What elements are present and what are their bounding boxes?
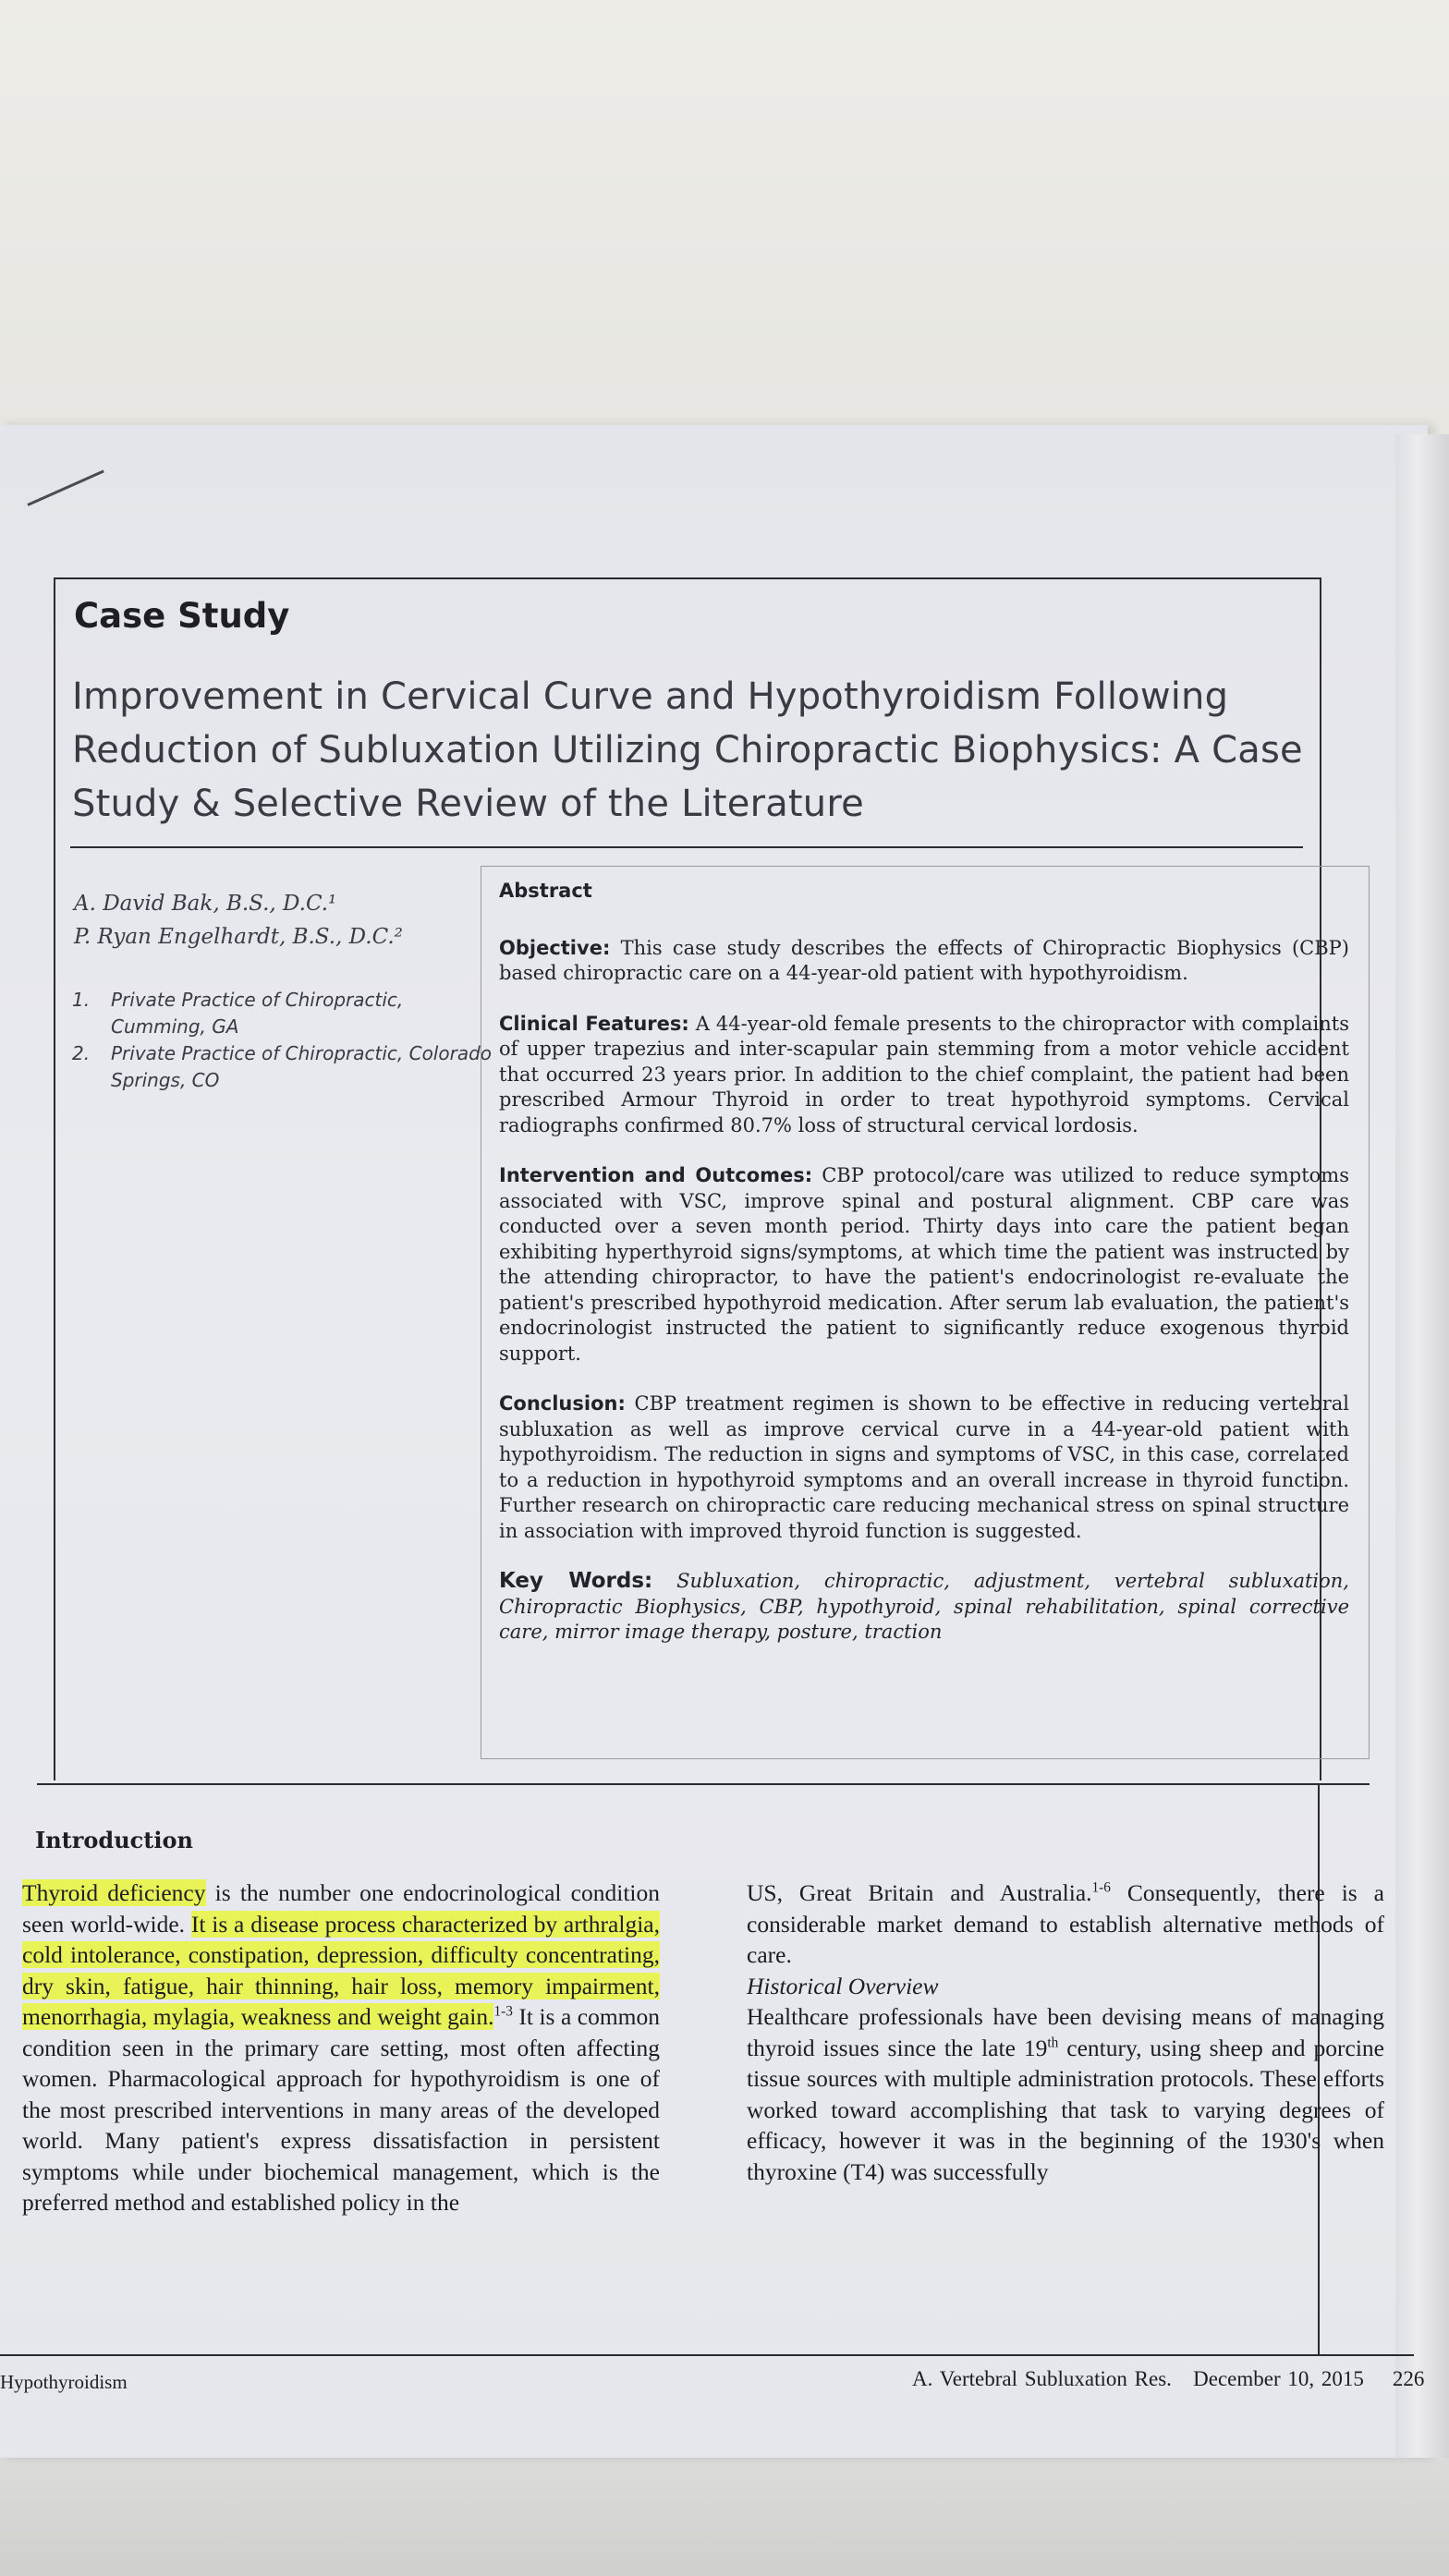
citation-ref: 1-6 <box>1091 1879 1111 1896</box>
author-name: P. Ryan Engelhardt, B.S., D.C.² <box>74 925 403 949</box>
author-name: A. David Bak, B.S., D.C.¹ <box>74 892 337 916</box>
abstract-text: CBP protocol/care was utilized to reduce symptoms associated with VSC, improve spinal and postural alignment. CBP care was conducted over a seven month period. Thirty days into care the patient began exhibiting hyperthyroid signs/symptoms, at which time the patient was instructed by the attending chiropractor, to have the patient's endocrinologist re-evaluate the patient's prescribed hypothyroid medication. After serum lab evaluation, the patient's endocrinologist instructed the patient to significantly reduce exogenous thyroid support. <box>499 1164 1349 1365</box>
abstract-label: Objective: <box>499 936 611 959</box>
title-divider <box>70 846 1303 848</box>
abstract-content <box>499 879 1349 1671</box>
affiliation-list <box>72 987 499 1094</box>
subsection-heading: Historical Overview <box>747 1972 939 1999</box>
keywords-label: Key Words: <box>499 1569 653 1593</box>
body-paragraph <box>747 2001 1384 2187</box>
highlighted-text: It is a disease process characterized by arthralgia, cold intolerance, constipation, depression, difficulty concentrating, dry skin, fatigue, hair thinning, hair loss, memory impairment, menorrhagia, mylagia, weakness and weight gain. <box>22 1910 660 2030</box>
body-column-left <box>22 1877 660 2218</box>
body-text: Healthcare professionals have been devising means of managing thyroid issues since the late 19 <box>747 2003 1384 2061</box>
affiliation-number: 2. <box>72 1042 91 1064</box>
body-text: US, Great Britain and Australia. <box>747 1879 1092 1906</box>
body-column-right <box>747 1877 1384 2187</box>
abstract-intervention <box>499 1163 1349 1367</box>
footer-journal: A. Vertebral Subluxation Res. <box>912 2367 1172 2390</box>
ordinal-superscript: th <box>1047 2035 1059 2050</box>
introduction-heading: Introduction <box>35 1827 193 1853</box>
body-text: is the number one endocrinological condition seen world-wide. <box>22 1879 660 1938</box>
table-surface <box>0 0 1449 434</box>
footer-date: December 10, 2015 <box>1193 2367 1364 2390</box>
abstract-conclusion <box>499 1391 1349 1544</box>
paper-stack-edge <box>1392 434 1449 2458</box>
page-bottom-rule <box>0 2354 1414 2356</box>
affiliation-item <box>72 1040 499 1094</box>
highlighted-text: Thyroid deficiency <box>22 1879 206 1906</box>
abstract-clinical-features <box>499 1012 1349 1139</box>
section-kicker: Case Study <box>74 596 290 636</box>
article-title: Improvement in Cervical Curve and Hypothyroidism Following Reduction of Subluxation Utilizing Chiropractic Biophysics: A Case Study & Selective Review of the Literature <box>72 675 1303 825</box>
affiliation-item <box>72 987 499 1040</box>
citation-ref: 1-3 <box>493 2003 513 2020</box>
abstract-label: Intervention and Outcomes: <box>499 1164 813 1186</box>
body-text: It is a common condition seen in the primary care setting, most often affecting women. Pharmacological approach for hypothyroidism is one of the most prescribed interventions in many areas of the developed world. Many patient's express dissatisfaction in persistent symptoms while under biochemical management, which is the preferred method and established policy in the <box>22 2003 661 2216</box>
affiliation-text: Private Practice of Chiropractic, Colorado Springs, CO <box>111 1042 493 1091</box>
frame-bottom-rule <box>37 1783 1370 1785</box>
body-paragraph <box>22 1877 660 2218</box>
page-number: 226 <box>1392 2367 1425 2390</box>
running-footer-info <box>912 2367 1424 2391</box>
abstract-label: Clinical Features: <box>499 1012 689 1035</box>
abstract-text: This case study describes the effects of Chiropractic Biophysics (CBP) based chiropractic care on a 44-year-old patient with hypothyroidism. <box>499 936 1349 984</box>
abstract-label: Conclusion: <box>499 1392 626 1415</box>
abstract-text: CBP treatment regimen is shown to be effective in reducing vertebral subluxation as well as improve cervical curve in a 44-year-old patient with hypothyroidism. The reduction in signs and symptoms of VSC, in this case, correlated to a reduction in hypothyroid symptoms and an overall increase in thyroid function. Further research on chiropractic care reducing mechanical stress on spinal structure in association with improved thyroid function is suggested. <box>499 1392 1349 1542</box>
keywords-text: Subluxation, chiropractic, adjustment, vertebral subluxation, Chiropractic Biophysics, CBP, hypothyroid, spinal rehabilitation, spinal corrective care, mirror image therapy, posture, traction <box>499 1570 1349 1643</box>
affiliation-text: Private Practice of Chiropractic, Cumming, GA <box>111 989 404 1038</box>
abstract-text: A 44-year-old female presents to the chiropractor with complaints of upper trapezius and inter-scapular pain stemming from a motor vehicle accident that occurred 23 years prior. In addition to the chief complaint, the patient had been prescribed Armour Thyroid in order to treat hypothyroid symptoms. Cervical radiographs confirmed 80.7% loss of structural cervical lordosis. <box>499 1012 1349 1136</box>
abstract-heading: Abstract <box>499 880 592 902</box>
body-text: Consequently, there is a considerable market demand to establish alternative methods of care. <box>747 1879 1384 1968</box>
author-list <box>74 887 403 954</box>
body-text: century, using sheep and porcine tissue sources with multiple administration protocols. These efforts worked toward accomplishing that task to varying degrees of efficacy, however it was in the beginning of the 1930's when thyroxine (T4) was successfully <box>747 2034 1384 2185</box>
abstract-keywords <box>499 1569 1349 1646</box>
running-footer-title: Hypothyroidism <box>0 2371 128 2393</box>
body-paragraph <box>747 1877 1384 1971</box>
affiliation-number: 1. <box>72 989 91 1011</box>
abstract-objective <box>499 936 1349 987</box>
